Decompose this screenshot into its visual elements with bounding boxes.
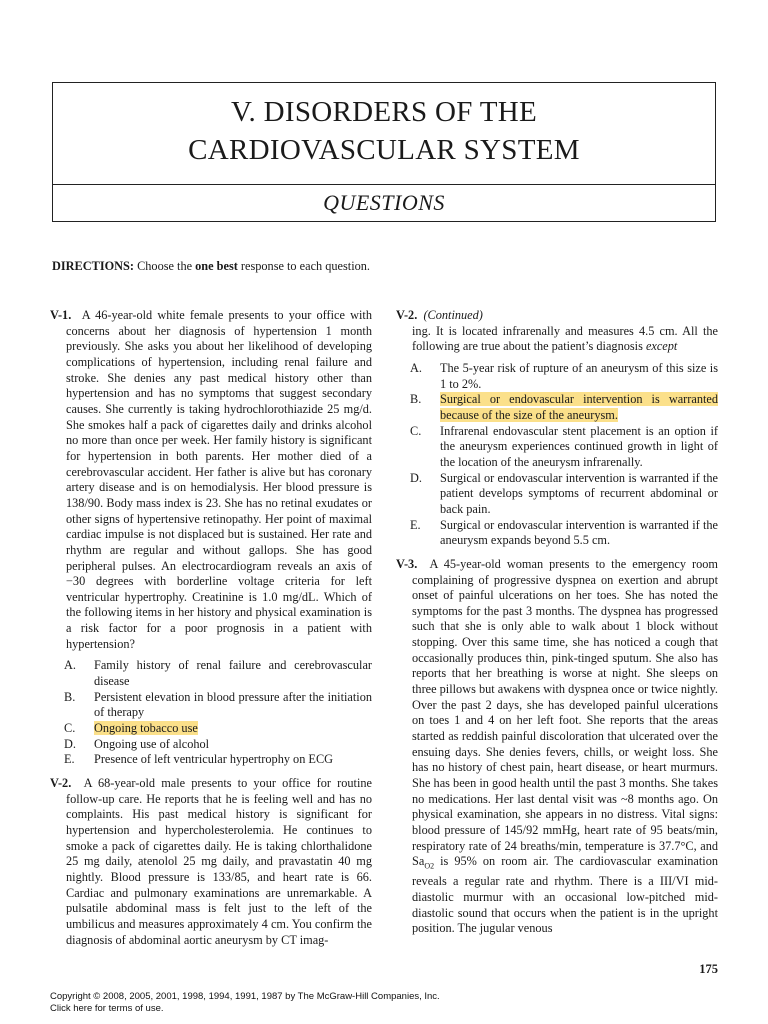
option-text: Presence of left ventricular hypertrophy on ECG (94, 752, 334, 767)
question-stem-part1: A 68-year-old male presents to your office for routine follow-up care. He reports that he is feeling well and has no complaints. His past medical history is significant for hypertension and hypercholesterolemia. He continues to smoke a pack of cigarettes daily. He is taking chlorthalidone 25 mg daily, atenolol 25 mg daily, and pravastatin 40 mg nightly. Blood pressure is 133/85, and heart rate is 66. Cardiac and pulmonary examinations are unremarkable. A pulsatile abdominal mass is felt just to the left of the umbilicus and measures approximately 4 cm. You confirm the diagnosis of abdominal aortic aneurysm by CT imag- (66, 776, 372, 947)
question-stem-part2: ing. It is located infrarenally and measures 4.5 cm. All the following are true about the patient’s diagnosis (412, 323, 718, 354)
option-text: Persistent elevation in blood pressure after the initiation of therapy (94, 689, 372, 720)
directions (52, 258, 370, 274)
left-column (50, 308, 372, 948)
directions-text-before: Choose the (134, 259, 196, 273)
option-letter: B. (64, 689, 76, 704)
answer-option (396, 424, 718, 471)
chapter-title-box (52, 82, 716, 222)
answer-option (396, 361, 718, 392)
subscript-o2: O2 (424, 861, 435, 871)
answer-option (50, 737, 372, 753)
chapter-title-line2: CARDIOVASCULAR SYSTEM (188, 134, 580, 166)
answer-options (50, 658, 372, 768)
directions-emphasis: one best (195, 259, 238, 273)
footer (50, 991, 440, 1015)
answer-option (396, 471, 718, 518)
option-text-highlighted: Surgical or endovascular intervention is warranted because of the size of the aneurysm. (440, 392, 718, 422)
option-text: Infrarenal endovascular stent placement is an option if the aneurysm experiences continued growth in light of the location of the aneurysm infrarenally. (440, 423, 718, 469)
terms-of-use-link[interactable]: Click here for terms of use. (50, 1003, 164, 1014)
option-letter: A. (64, 658, 76, 673)
section-subtitle: QUESTIONS (323, 190, 445, 215)
question-number: V-2. (396, 308, 418, 322)
answer-option (50, 721, 372, 737)
option-text: Surgical or endovascular intervention is warranted if the aneurysm expands beyond 5.5 cm. (440, 517, 718, 548)
copyright-notice: Copyright © 2008, 2005, 2001, 1998, 1994, 1991, 1987 by The McGraw-Hill Companies, Inc. (50, 991, 440, 1002)
directions-text-after: response to each question. (237, 259, 370, 273)
option-text-highlighted: Ongoing tobacco use (94, 721, 198, 736)
option-letter: A. (410, 360, 422, 375)
question-number: V-2. (50, 776, 72, 791)
chapter-title (53, 93, 715, 169)
option-text: The 5-year risk of rupture of an aneurysm of this size is 1 to 2%. (440, 360, 718, 391)
question-v2-continued (396, 308, 718, 355)
option-letter: D. (410, 470, 422, 485)
answer-option (50, 752, 372, 768)
answer-option (50, 690, 372, 721)
question-number: V-1. (50, 308, 72, 322)
option-letter: D. (64, 736, 76, 751)
title-divider (53, 184, 715, 185)
question-v2 (50, 776, 372, 948)
answer-option (396, 392, 718, 423)
question-stem: A 45-year-old woman presents to the emergency room complaining of progressive dyspnea on exertion and abrupt onset of painful ulcerations on her toes. She has noted the symptoms for the past 3 months. The dyspnea has progressed such that she is only able to walk about 1 block without stopping. Over this same time, she has noticed a cough that occasionally produces thin, pink-tinged sputum. She also has reports that her breathing is worse at night. She sleeps on three pillows but awakens with dyspnea once or twice nightly. Over the past 2 days, she has developed painful ulcerations on toes 1 and 4 on her left foot. She reports that the areas started as reddish painful discoloration that ulcerated over the ensuing days. She denies fevers, chills, or weight loss. She has no history of chest pain, heart disease, or heart murmurs. She has been in good health until the past 3 months. She takes no medications. Her last dental visit was ~8 months ago. On physical examination, she appears in no distress. Vital signs: blood pressure of 145/92 mmHg, heart rate of 95 beats/min, respiratory rate of 24 breaths/min, temperature is 37.7°C, and Sa (412, 556, 718, 869)
question-stem: A 46-year-old white female presents to your office with concerns about her diagnosis of hypertension 1 month previously. She asks you about her likelihood of developing complications of hypertension, including renal failure and stroke. She denies any past medical history other than hypertension and has no symptoms that suggest secondary causes. She currently is taking hydrochlorothiazide 25 mg/d. She smokes half a pack of cigarettes daily and drinks alcohol no more than once per week. Her family history is significant for hypertension in both parents. Her mother died of a cerebrovascular accident. Her father is alive but has coronary artery disease and is on hemodialysis. Her blood pressure is 138/90. Body mass index is 23. She has no retinal exudates or other signs of hypertensive retinopathy. Her point of maximal cardiac impulse is not displaced but is sustained. Her rate and rhythm are regular and without gallops. She has good peripheral pulses. An electrocardiogram reveals an axis of −30 degrees with borderline voltage criteria for left ventricular hypertrophy. Creatinine is 1.0 mg/dL. Which of the following items in her history and physical examination is a risk factor for a poor prognosis in a patient with hypertension? (66, 308, 373, 651)
option-letter: E. (64, 752, 75, 767)
option-letter: E. (410, 517, 421, 532)
question-v1 (50, 308, 372, 652)
option-text: Family history of renal failure and cerebrovascular disease (94, 658, 372, 689)
question-v3 (396, 557, 718, 937)
option-text: Ongoing use of alcohol (94, 736, 210, 751)
option-text: Surgical or endovascular intervention is warranted if the patient develops symptoms of recurrent abdominal or back pain. (440, 470, 718, 516)
directions-label: DIRECTIONS: (52, 259, 134, 273)
answer-options (396, 361, 718, 549)
chapter-title-line1: V. DISORDERS OF THE (231, 96, 537, 128)
right-column (396, 308, 718, 937)
answer-option (396, 518, 718, 549)
answer-option (50, 658, 372, 689)
question-number: V-3. (396, 556, 418, 571)
option-letter: C. (410, 423, 422, 438)
option-letter: C. (64, 721, 76, 736)
continued-label: (Continued) (423, 308, 483, 322)
option-letter: B. (410, 392, 422, 407)
stem-emphasis: except (645, 339, 678, 354)
page-number: 175 (699, 962, 718, 976)
question-stem-cont: is 95% on room air. The cardiovascular examination reveals a regular rate and rhythm. There is a III/VI mid-diastolic murmur with an occasional low-pitched mid-diastolic sound that occurs when the patient is in the upright position. The jugular venous (412, 854, 718, 936)
